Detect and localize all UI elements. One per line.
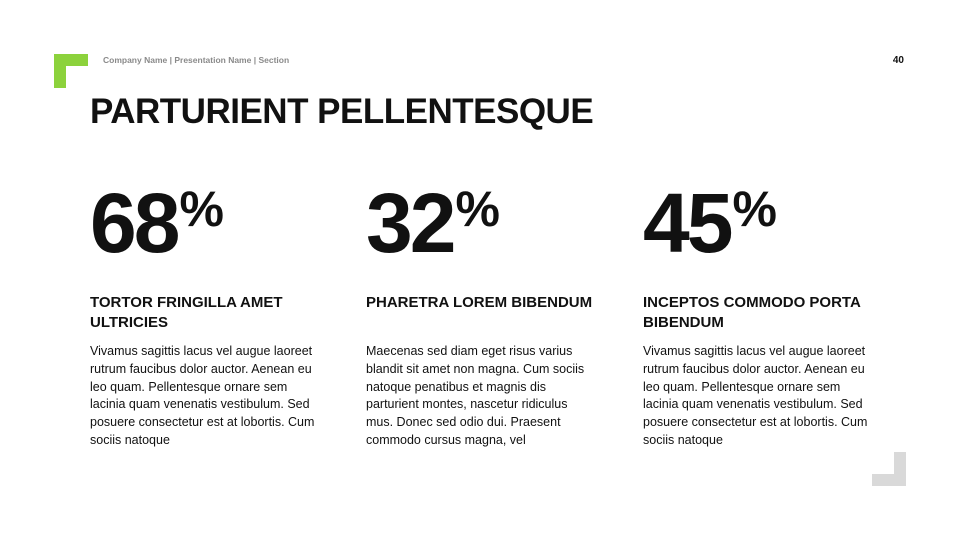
stat-unit: % — [455, 181, 500, 237]
stat-heading: TORTOR FRINGILLA AMET ULTRICIES — [90, 294, 283, 331]
page-number: 40 — [892, 55, 904, 66]
stat-column-2 — [366, 176, 606, 447]
stat-column-3 — [643, 176, 883, 447]
stat-body: Maecenas sed diam eget risus varius blandit sit amet non magna. Cum sociis natoque penatibus et magnis dis parturient montes, nascetur ridiculus mus. Donec sed odio dui. Praesent commodo cursus magna, vel — [366, 344, 585, 447]
stat-value: 32 — [366, 176, 454, 270]
stat-figure — [90, 176, 330, 280]
stat-column-1 — [90, 176, 330, 447]
corner-accent-bar-vertical — [894, 452, 906, 486]
page-title: PARTURIENT PELLENTESQUE — [90, 92, 594, 131]
corner-accent-bar-vertical — [54, 54, 66, 88]
stat-figure — [643, 176, 883, 280]
stat-value: 68 — [90, 176, 178, 270]
stat-unit: % — [732, 181, 777, 237]
stat-heading: INCEPTOS COMMODO PORTA BIBENDUM — [643, 294, 861, 331]
stat-figure — [366, 176, 606, 280]
stat-heading: PHARETRA LOREM BIBENDUM — [366, 294, 593, 311]
stat-body: Vivamus sagittis lacus vel augue laoreet rutrum faucibus dolor auctor. Aenean eu leo quam. Pellentesque ornare sem lacinia quam venenatis vestibulum. Sed posuere consectetur est at lobortis. Cum sociis natoque — [90, 344, 315, 447]
stat-unit: % — [179, 181, 224, 237]
stat-body: Vivamus sagittis lacus vel augue laoreet rutrum faucibus dolor auctor. Aenean eu leo quam. Pellentesque ornare sem lacinia quam venenatis vestibulum. Sed posuere consectetur est at lobortis. Cum sociis natoque — [643, 344, 868, 447]
breadcrumb: Company Name | Presentation Name | Section — [103, 55, 290, 65]
corner-accent-bottom-right — [872, 452, 906, 486]
corner-accent-top-left — [54, 54, 88, 88]
stat-value: 45 — [643, 176, 731, 270]
